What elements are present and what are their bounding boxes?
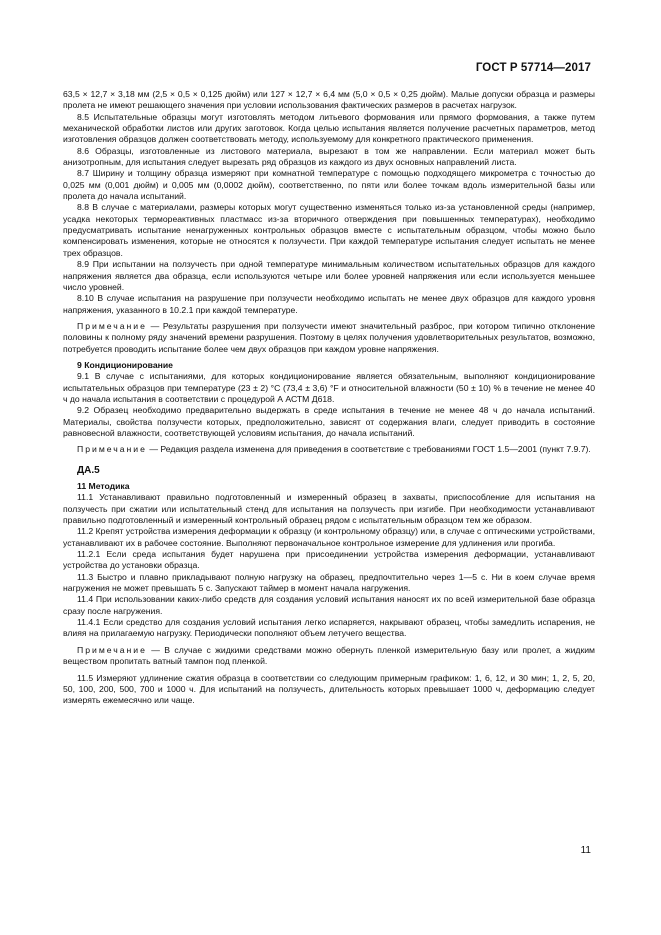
paragraph: 11.4 При использовании каких-либо средств для создания условий испытания наносят их по всей измерительной базе образца сразу после нагружения.: [63, 594, 595, 616]
page-number: 11: [580, 845, 591, 856]
note: [63, 444, 595, 455]
paragraph: 11.3 Быстро и плавно прикладывают полную нагрузку на образец, предпочтительно через 1—5 с. Ни в коем случае время нагружения не может превышать 5 с. Запускают таймер в момент начала нагружения.: [63, 571, 595, 594]
note-text: — В случае с жидкими средствами можно обернуть пленкой измерительную базу или пролет, а жидким веществом пропитать ватный тампон под пленкой.: [63, 644, 595, 667]
appendix-heading: ДА.5: [77, 464, 100, 476]
paragraph: 11.1 Устанавливают правильно подготовленный и измеренный образец в захваты, приспособление для испытания на ползучесть при сжатии или испытательный стенд для испытания на ползучесть при изгибе. При необходимости устанавливают правильно подготовленный и измеренный контрольный образец рядом с испытательным образцом тем же образом.: [63, 492, 595, 526]
note-label: Примечание: [77, 444, 147, 455]
note-label: Примечание: [77, 644, 147, 655]
paragraph: 8.8 В случае с материалами, размеры которых могут существенно изменяться только из-за установленной среды (например, усадка некоторых термореактивных пластмасс из-за вторичного отверждения при повышенных температурах), необходимо предусматривать испытание ненагруженных контрольных образцов вместе с испытательным образцом, чтобы можно было компенсировать изменения, которые не относятся к ползучести. При каждой температуре испытания следует испытать не менее трех образцов.: [63, 202, 595, 258]
note-text: — Редакция раздела изменена для приведения в соответствие с требованиями ГОСТ 1.5—2001 (пункт 7.9.7).: [146, 444, 591, 455]
paragraph: 8.6 Образцы, изготовленные из листового материала, вырезают в том же направлении. Если материал может быть анизотропным, для испытания следует вырезать ряд образцов из каждого из двух основных направлений листа.: [63, 145, 595, 168]
paragraph: 8.5 Испытательные образцы могут изготовлять методом литьевого формования или прямого формования, а также путем механической обработки листов или других заготовок. Когда целью испытания является получение расчетных параметров, метод изготовления образцов должен соответствовать методу, используемому для конкретного практического применения.: [63, 111, 595, 145]
paragraph: 11.5 Измеряют удлинение сжатия образца в соответствии со следующим примерным графиком: 1, 6, 12, и 30 мин; 1, 2, 5, 20, 50, 100, 200, 500, 700 и 1000 ч. Для испытаний на ползучесть, длительность которых превышает 1000 ч, деформацию следует измерять ежемесячно или чаще.: [63, 672, 595, 706]
note: [63, 645, 595, 668]
paragraph: 8.7 Ширину и толщину образца измеряют при комнатной температуре с помощью подходящего микрометра с точностью до 0,025 мм (0,001 дюйм) и 0,005 мм (0,0002 дюйм), соответственно, по пяти или более точкам вдоль измерительной базы или пролета до начала испытаний.: [63, 168, 595, 202]
document-body: [63, 89, 595, 707]
standard-header: ГОСТ Р 57714—2017: [475, 62, 591, 74]
note: [63, 321, 595, 355]
paragraph: 8.10 В случае испытания на разрушение при ползучести необходимо испытать не менее двух образцов для каждого уровня напряжения, указанного в 10.2.1 при каждой температуре.: [63, 293, 595, 315]
paragraph: 9.2 Образец необходимо предварительно выдержать в среде испытания в течение не менее 48 ч до начала испытаний. Материалы, свойства ползучести которых, предположительно, зависят от содержания влаги, следует приводить в состояние равновесной влажности, соответствующей условиям испытания, до начала испытаний.: [63, 405, 595, 438]
paragraph: 8.9 При испытании на ползучесть при одной температуре минимальным количеством испытательных образцов для каждого напряжения является два образца, если используются четыре или более уровней напряжения или если используется меньшее число уровней.: [63, 259, 595, 292]
section-heading: 11 Методика: [77, 481, 130, 491]
paragraph: 63,5 × 12,7 × 3,18 мм (2,5 × 0,5 × 0,125 дюйм) или 127 × 12,7 × 6,4 мм (5,0 × 0,5 × 0,25 дюйм). Малые допуски образца и размеры пролета не имеют решающего значения при условии использования фактических размеров в расчетах нагрузок.: [63, 89, 595, 111]
paragraph: 11.2.1 Если среда испытания будет нарушена при присоединении устройства измерения деформации, устанавливают устройства до установки образца.: [63, 549, 595, 571]
note-label: Примечание: [77, 320, 147, 331]
note-text: — Результаты разрушения при ползучести имеют значительный разброс, при котором типично отклонение половины к полному ряду значений времени разрушения. Поэтому в целях получения удовлетворительных результатов, возможно, потребуется проводить испытание более чем двух образцов при каждом уровне напряжения.: [63, 320, 595, 354]
paragraph: 11.2 Крепят устройства измерения деформации к образцу (и контрольному образцу) или, в случае с оптическими устройствами, устанавливают их в рабочее состояние. Выполняют первоначальное контрольное измерение для удлинения или прогиба.: [63, 526, 595, 548]
paragraph: 11.4.1 Если средство для создания условий испытания легко испаряется, накрывают образец, чтобы замедлить испарения, не влияя на прилагаемую нагрузку. Периодически пополняют объем летучего вещества.: [63, 617, 595, 639]
paragraph: 9.1 В случае с испытаниями, для которых кондиционирование является обязательным, выполняют кондиционирование испытательных образцов при температуре (23 ± 2) °С (73,4 ± 3,6) °F и относительной влажности (50 ± 10) % в течение не менее 40 ч до начала испытания в соответствии с процедурой А АСТМ Д618.: [63, 371, 595, 404]
section-heading: 9 Кондиционирование: [77, 359, 173, 370]
